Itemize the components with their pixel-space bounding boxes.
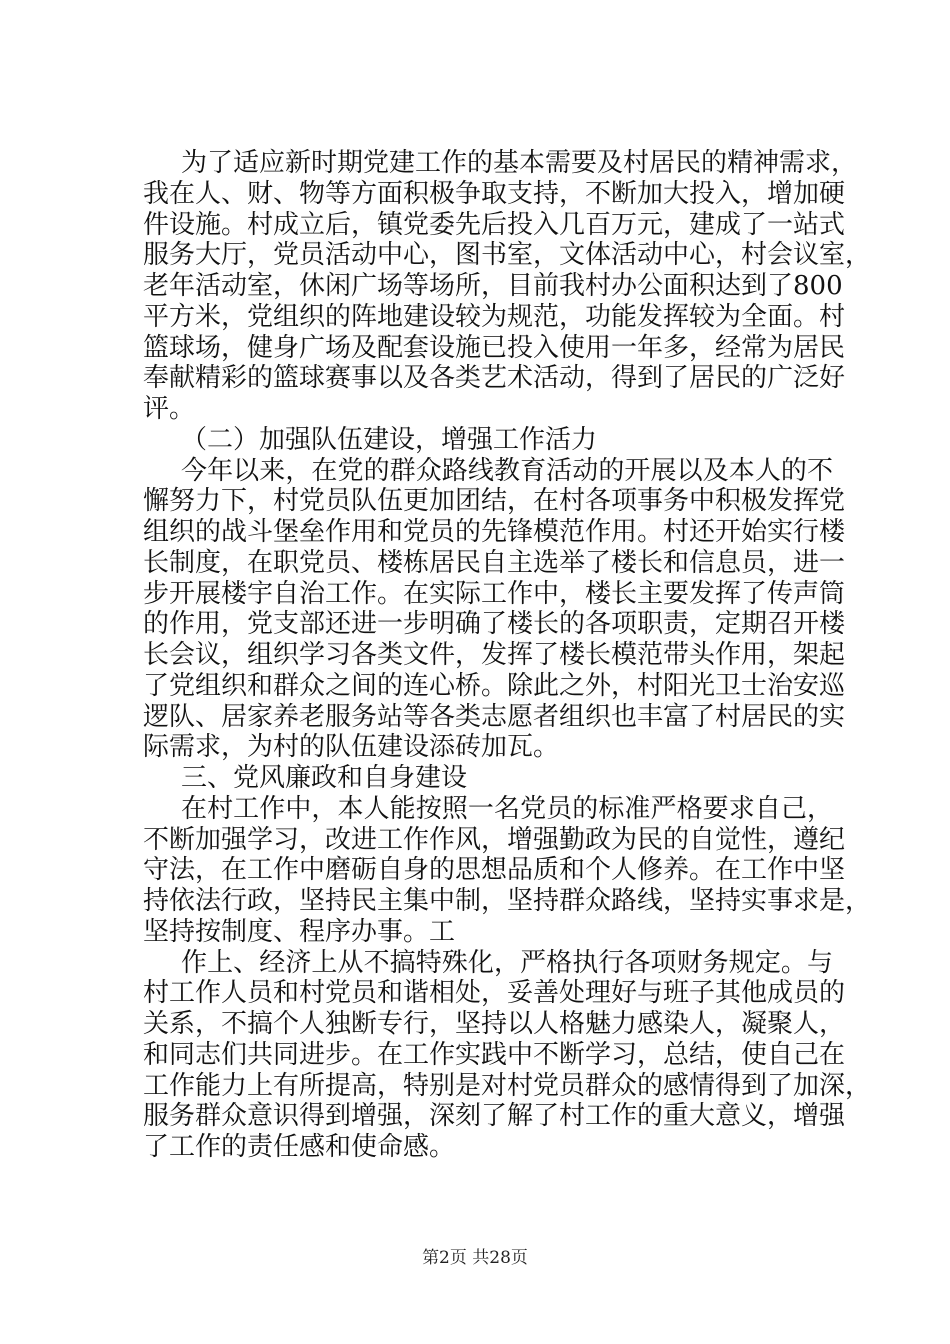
- text-line: 长会议，组织学习各类文件，发挥了楼长模范带头作用，架起: [143, 640, 846, 670]
- text-line: 村工作人员和村党员和谐相处，妥善处理好与班子其他成员的: [143, 978, 846, 1009]
- text-line: 我在人、财、物等方面积极争取支持，不断加大投入，增加硬: [143, 178, 846, 209]
- text-line: 作上、经济上从不搞特殊化，严格执行各项财务规定。与: [181, 947, 833, 978]
- page-number: 第2页 共28页: [422, 1248, 528, 1268]
- text-line: 服务大厅，党员活动中心，图书室，文体活动中心，村会议室，: [143, 240, 872, 271]
- paragraph: [143, 455, 846, 764]
- text-line: 老年活动室，休闲广场等场所，目前我村办公面积达到了800: [143, 271, 843, 301]
- text-line: 在村工作中，本人能按照一名党员的标准严格要求自己，: [181, 793, 833, 824]
- text-line: 组织的战斗堡垒作用和党员的先锋模范作用。村还开始实行楼: [143, 517, 846, 547]
- text-line: 今年以来，在党的群众路线教育活动的开展以及本人的不: [181, 455, 833, 486]
- section-heading: （二）加强队伍建设，增强工作活力: [181, 424, 598, 455]
- paragraph: [143, 947, 872, 1163]
- text-line: 工作能力上有所提高，特别是对村党员群众的感情得到了加深，: [143, 1070, 872, 1101]
- text-line: 为了适应新时期党建工作的基本需要及村居民的精神需求，: [181, 148, 858, 178]
- text-line: 懈努力下，村党员队伍更加团结，在村各项事务中积极发挥党: [143, 486, 846, 517]
- text-line: 了工作的责任感和使命感。: [143, 1132, 456, 1162]
- paragraph: [143, 793, 872, 948]
- text-line: 步开展楼宇自治工作。在实际工作中，楼长主要发挥了传声筒: [143, 578, 846, 609]
- text-line: 了党组织和群众之间的连心桥。除此之外，村阳光卫士治安巡: [143, 670, 846, 701]
- text-line: 逻队、居家养老服务站等各类志愿者组织也丰富了村居民的实: [143, 701, 846, 732]
- text-line: 长制度，在职党员、楼栋居民自主选举了楼长和信息员，进一: [143, 547, 846, 578]
- text-line: 件设施。村成立后，镇党委先后投入几百万元，建成了一站式: [143, 209, 846, 240]
- text-line: 和同志们共同进步。在工作实践中不断学习，总结，使自己在: [143, 1039, 846, 1070]
- text-line: 际需求，为村的队伍建设添砖加瓦。: [143, 732, 560, 763]
- section-heading: 三、党风廉政和自身建设: [181, 763, 468, 793]
- text-line: 持依法行政，坚持民主集中制，坚持群众路线，坚持实事求是，: [143, 886, 872, 916]
- text-line: 关系，不搞个人独断专行，坚持以人格魅力感染人，凝聚人，: [143, 1009, 846, 1039]
- text-line: 篮球场，健身广场及配套设施已投入使用一年多，经常为居民: [143, 332, 846, 363]
- text-line: 平方米，党组织的阵地建设较为规范，功能发挥较为全面。村: [143, 301, 846, 332]
- text-line: 服务群众意识得到增强，深刻了解了村工作的重大意义，增强: [143, 1101, 846, 1132]
- paragraph: [143, 148, 872, 425]
- text-line: 守法，在工作中磨砺自身的思想品质和个人修养。在工作中坚: [143, 855, 846, 886]
- text-line: 奉献精彩的篮球赛事以及各类艺术活动，得到了居民的广泛好: [143, 363, 846, 394]
- document-body: [143, 148, 872, 1163]
- text-line: 不断加强学习，改进工作作风，增强勤政为民的自觉性，遵纪: [143, 824, 846, 855]
- text-line: 评。: [143, 394, 196, 424]
- text-line: 坚持按制度、程序办事。工: [143, 916, 456, 947]
- text-line: 的作用，党支部还进一步明确了楼长的各项职责，定期召开楼: [143, 609, 846, 640]
